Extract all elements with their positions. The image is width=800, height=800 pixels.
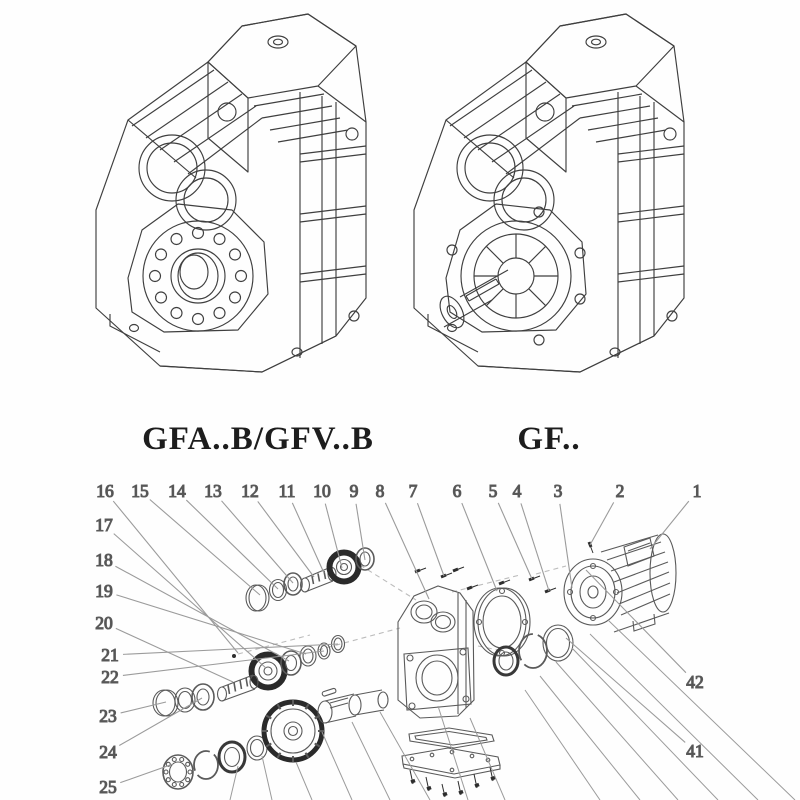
part-number-23: 23	[99, 706, 117, 726]
leader-line-7	[417, 503, 444, 576]
gearbox-drawing-gf	[414, 14, 684, 372]
part-number-18: 18	[95, 550, 113, 570]
cutoff-leader-line	[590, 634, 758, 800]
part-number-12: 12	[241, 481, 259, 501]
part-number-24: 24	[99, 742, 117, 762]
motor-drawing	[564, 534, 676, 632]
intermediate-shaft-assembly-drawing	[153, 636, 345, 717]
cutoff-leader-line	[322, 732, 352, 800]
leader-line-19	[116, 595, 306, 654]
part-number-7: 7	[408, 481, 418, 501]
exploded-parts-drawing	[95, 481, 795, 800]
motor-flange-and-seals-drawing	[474, 588, 573, 675]
gearbox-drawing-gfab-gfvb	[96, 14, 366, 372]
leader-line-2	[590, 502, 614, 545]
gearbox-housing-drawing	[398, 586, 474, 718]
part-number-22: 22	[101, 667, 119, 687]
part-number-21: 21	[101, 645, 119, 665]
leader-line-1	[650, 501, 689, 549]
part-number-8: 8	[375, 481, 385, 501]
cutoff-leader-line	[296, 762, 312, 800]
part-number-9: 9	[349, 481, 359, 501]
hollow-shaft-hub	[150, 228, 247, 325]
part-number-11: 11	[278, 481, 296, 501]
part-number-17: 17	[95, 515, 113, 535]
leader-line-22	[123, 651, 324, 675]
cutoff-leader-line	[352, 722, 390, 800]
part-number-14: 14	[168, 481, 186, 501]
cutoff-leader-line	[572, 648, 718, 800]
assembly-axis-lines	[238, 565, 566, 654]
leader-line-18	[115, 566, 289, 661]
cutoff-leader-line	[262, 756, 272, 800]
part-number-20: 20	[95, 613, 113, 633]
cutoff-leader-line	[608, 620, 795, 800]
cutoff-leader-line	[540, 676, 640, 800]
leader-line-3	[560, 504, 572, 588]
part-number-10: 10	[313, 481, 331, 501]
part-number-16: 16	[96, 481, 114, 501]
part-number-19: 19	[95, 581, 113, 601]
leader-line-11	[292, 503, 324, 573]
output-shaft-assembly-drawing	[163, 688, 388, 789]
solid-output-shaft	[435, 207, 585, 345]
leader-line-5	[498, 503, 532, 579]
leader-line-24	[119, 698, 202, 746]
part-number-2: 2	[615, 481, 625, 501]
part-number-5: 5	[488, 481, 498, 501]
part-number-6: 6	[452, 481, 462, 501]
part-number-13: 13	[204, 481, 222, 501]
bottom-cover-drawing	[402, 748, 500, 778]
part-number-25: 25	[99, 777, 117, 797]
gearbox-housing-outline	[96, 14, 366, 372]
leader-line-16	[113, 501, 238, 653]
cutoff-leader-line	[525, 690, 600, 800]
part-number-3: 3	[553, 481, 563, 501]
cutoff-leader-line	[470, 718, 505, 800]
model-caption-gfab-gfvb: GFA..B/GFV..B	[142, 421, 374, 457]
model-caption-gf: GF..	[517, 421, 581, 457]
part-number-4: 4	[512, 481, 522, 501]
part-number-42: 42	[686, 672, 704, 692]
cutoff-leader-line	[380, 712, 430, 800]
input-pinion-assembly-drawing	[246, 548, 374, 611]
part-number-1: 1	[692, 481, 702, 501]
part-number-41: 41	[686, 741, 704, 761]
leader-line-12	[258, 501, 314, 577]
part-number-15: 15	[131, 481, 149, 501]
leader-line-6	[462, 503, 497, 591]
